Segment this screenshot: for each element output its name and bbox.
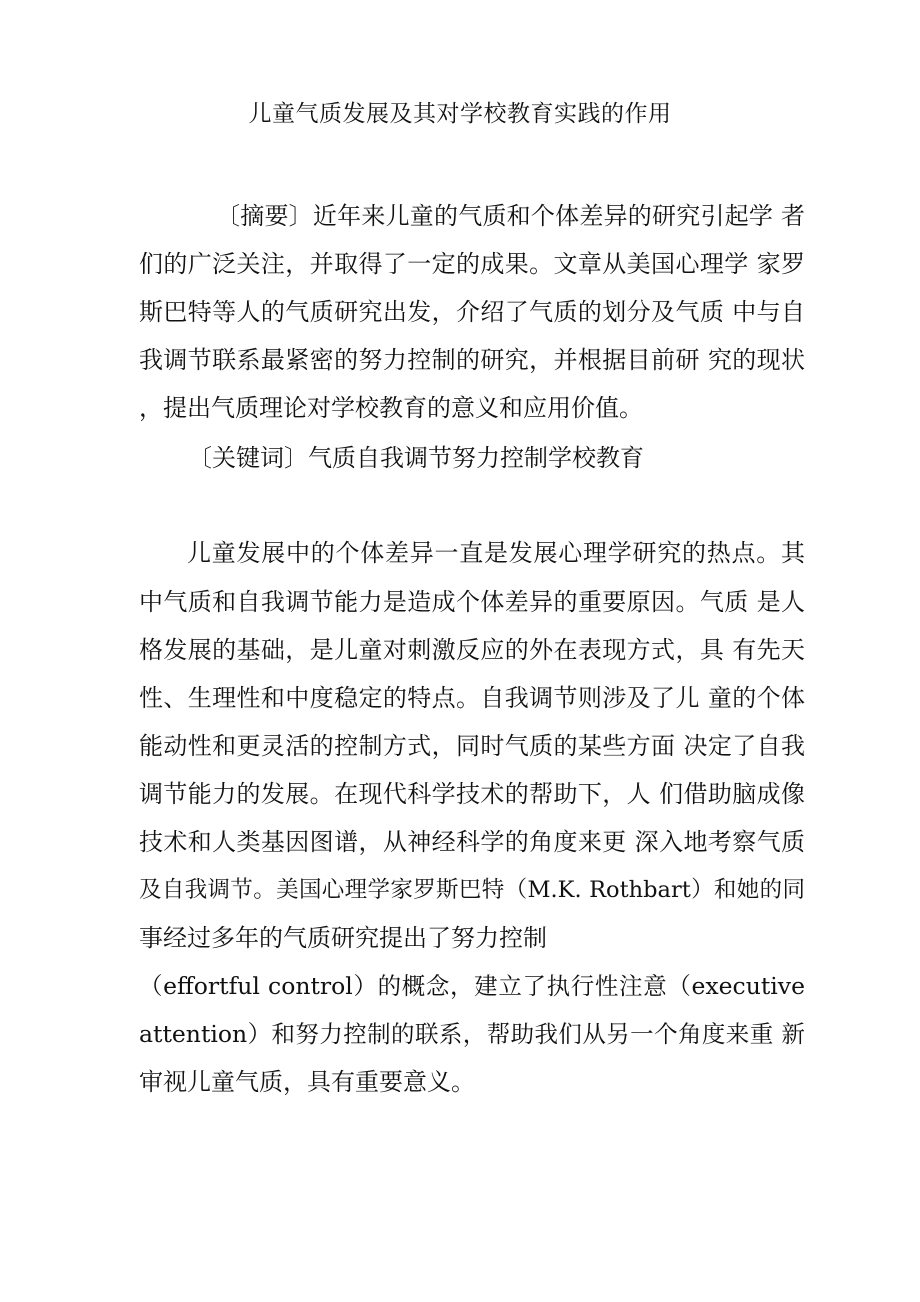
- abstract-line: 我调节联系最紧密的努力控制的研究，并根据目前研 究的现状: [139, 346, 805, 374]
- body-line: （effortful control）的概念，建立了执行性注意（executive: [139, 972, 805, 1000]
- body-line: 调节能力的发展。在现代科学技术的帮助下，人 们借助脑成像: [139, 780, 805, 808]
- abstract-line: 们的广泛关注，并取得了一定的成果。文章从美国心理学 家罗: [139, 250, 805, 278]
- body-line: 及自我调节。美国心理学家罗斯巴特（M.K. Rothbart）和她的同: [139, 877, 805, 903]
- body-line: 性、生理性和中度稳定的特点。自我调节则涉及了儿 童的个体: [139, 684, 805, 712]
- body-line: attention）和努力控制的联系，帮助我们从另一个角度来重 新: [139, 1020, 805, 1048]
- body-line: 中气质和自我调节能力是造成个体差异的重要原因。气质 是人: [139, 588, 805, 616]
- body-line: 审视儿童气质，具有重要意义。: [139, 1068, 475, 1096]
- body-line: 事经过多年的气质研究提出了努力控制: [139, 924, 547, 952]
- body-line: 儿童发展中的个体差异一直是发展心理学研究的热点。其: [187, 539, 805, 567]
- document-title: 儿童气质发展及其对学校教育实践的作用: [248, 101, 672, 127]
- keywords-line: 〔关键词〕气质自我调节努力控制学校教育: [188, 444, 644, 472]
- body-line: 能动性和更灵活的控制方式，同时气质的某些方面 决定了自我: [139, 732, 805, 760]
- body-line: 格发展的基础，是儿童对刺激反应的外在表现方式，具 有先天: [139, 636, 805, 664]
- abstract-line: ，提出气质理论对学校教育的意义和应用价值。: [139, 394, 643, 422]
- abstract-line: 〔摘要〕近年来儿童的气质和个体差异的研究引起学 者: [216, 202, 805, 230]
- body-line: 技术和人类基因图谱，从神经科学的角度来更 深入地考察气质: [139, 828, 805, 856]
- abstract-line: 斯巴特等人的气质研究出发，介绍了气质的划分及气质 中与自: [139, 298, 805, 326]
